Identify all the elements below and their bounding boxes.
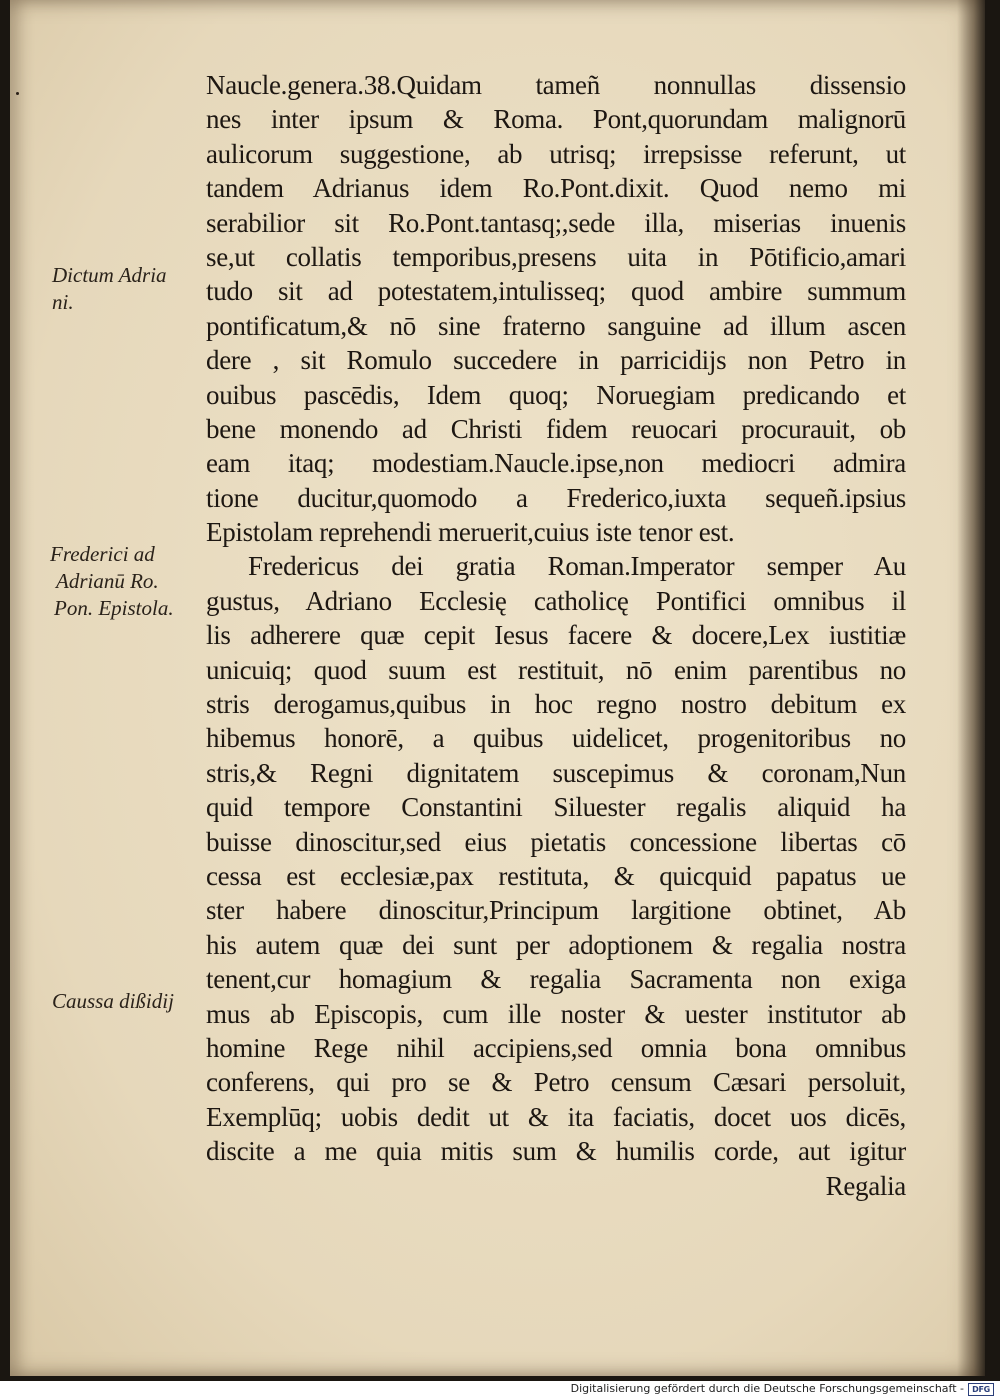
text-line: ouibus pascēdis, Idem quoq; Noruegiam predicando et xyxy=(206,379,906,410)
marginal-line: ni. xyxy=(52,290,74,314)
marginal-line: Frederici ad xyxy=(50,542,155,566)
text-line: tudo sit ad potestatem,intulisseq; quod ambire summum xyxy=(206,276,906,307)
text-line: stris,& Regni dignitatem suscepimus & coronam,Nun xyxy=(206,757,906,788)
marginal-line: Dictum Adria xyxy=(52,263,167,287)
text-line: serabilior sit Ro.Pont.tantasq;,sede illa, miserias inuenis xyxy=(206,207,906,238)
marginal-line: Adrianū Ro. xyxy=(56,569,159,593)
text-line: tione ducitur,quomodo a Frederico,iuxta sequeñ.ipsius xyxy=(206,482,906,513)
text-line: buisse dinoscitur,sed eius pietatis concessione libertas cō xyxy=(206,826,906,857)
footer-credit: Digitalisierung gefördert durch die Deutsche Forschungsgemeinschaft - xyxy=(570,1382,964,1395)
marginal-note-epistola xyxy=(50,541,174,622)
digitization-footer xyxy=(0,1381,1000,1399)
text-line: his autem quæ dei sunt per adoptionem & regalia nostra xyxy=(206,929,906,960)
text-line: quid tempore Constantini Siluester regalis aliquid ha xyxy=(206,792,906,823)
text-line: discite a me quia mitis sum & humilis corde, aut igitur xyxy=(206,1136,906,1167)
text-line: mus ab Episcopis, cum ille noster & uester institutor ab xyxy=(206,998,906,1029)
text-line: ster habere dinoscitur,Principum largitione obtinet, Ab xyxy=(206,895,906,926)
dfg-logo: DFG xyxy=(968,1383,994,1396)
text-line: conferens, qui pro se & Petro censum Cæsari persoluit, xyxy=(206,1067,906,1098)
text-line: homine Rege nihil accipiens,sed omnia bona omnibus xyxy=(206,1032,906,1063)
main-text-block xyxy=(206,68,906,1203)
text-line: eam itaq; modestiam.Naucle.ipse,non mediocri admira xyxy=(206,448,906,479)
text-line: bene monendo ad Christi fidem reuocari procurauit, ob xyxy=(206,413,906,444)
marginal-line: Pon. Epistola. xyxy=(54,596,174,620)
marginal-note-dictum xyxy=(52,262,167,316)
text-line: unicuiq; quod suum est restituit, nō enim parentibus no xyxy=(206,654,906,685)
text-line: Fredericus dei gratia Roman.Imperator semper Au xyxy=(248,551,906,582)
text-line: tenent,cur homagium & regalia Sacramenta non exiga xyxy=(206,964,906,995)
text-line: se,ut collatis temporibus,presens uita in Pōtificio,amari xyxy=(206,241,906,272)
book-page xyxy=(10,0,985,1376)
catchword: Regalia xyxy=(825,1170,906,1201)
marginal-line: Caussa dißidij xyxy=(52,989,174,1013)
text-line: Exemplūq; uobis dedit ut & ita faciatis, docet uos dicēs, xyxy=(206,1101,906,1132)
ink-mark xyxy=(16,92,19,95)
text-line: nes inter ipsum & Roma. Pont,quorundam malignorū xyxy=(206,104,906,135)
text-line: pontificatum,& nō sine fraterno sanguine ad illum ascen xyxy=(206,310,906,341)
text-line: Naucle.genera.38.Quidam tameñ nonnullas dissensio xyxy=(206,70,906,100)
text-line: Epistolam reprehendi meruerit,cuius iste tenor est. xyxy=(206,517,735,548)
text-line: dere , sit Romulo succedere in parricidijs non Petro in xyxy=(206,345,906,376)
text-line: tandem Adrianus idem Ro.Pont.dixit. Quod nemo mi xyxy=(206,173,906,204)
text-line: cessa est ecclesiæ,pax restituta, & quicquid papatus ue xyxy=(206,860,906,891)
text-line: hibemus honorē, a quibus uidelicet, progenitoribus no xyxy=(206,723,906,754)
marginal-note-caussa xyxy=(52,988,174,1015)
text-line: gustus, Adriano Ecclesię catholicę Pontifici omnibus il xyxy=(206,585,906,616)
book-spine-shadow xyxy=(957,0,985,1376)
text-line: lis adherere quæ cepit Iesus facere & docere,Lex iustitiæ xyxy=(206,620,906,651)
text-line: stris derogamus,quibus in hoc regno nostro debitum ex xyxy=(206,689,906,720)
text-line: aulicorum suggestione, ab utrisq; irrepsisse referunt, ut xyxy=(206,138,906,169)
